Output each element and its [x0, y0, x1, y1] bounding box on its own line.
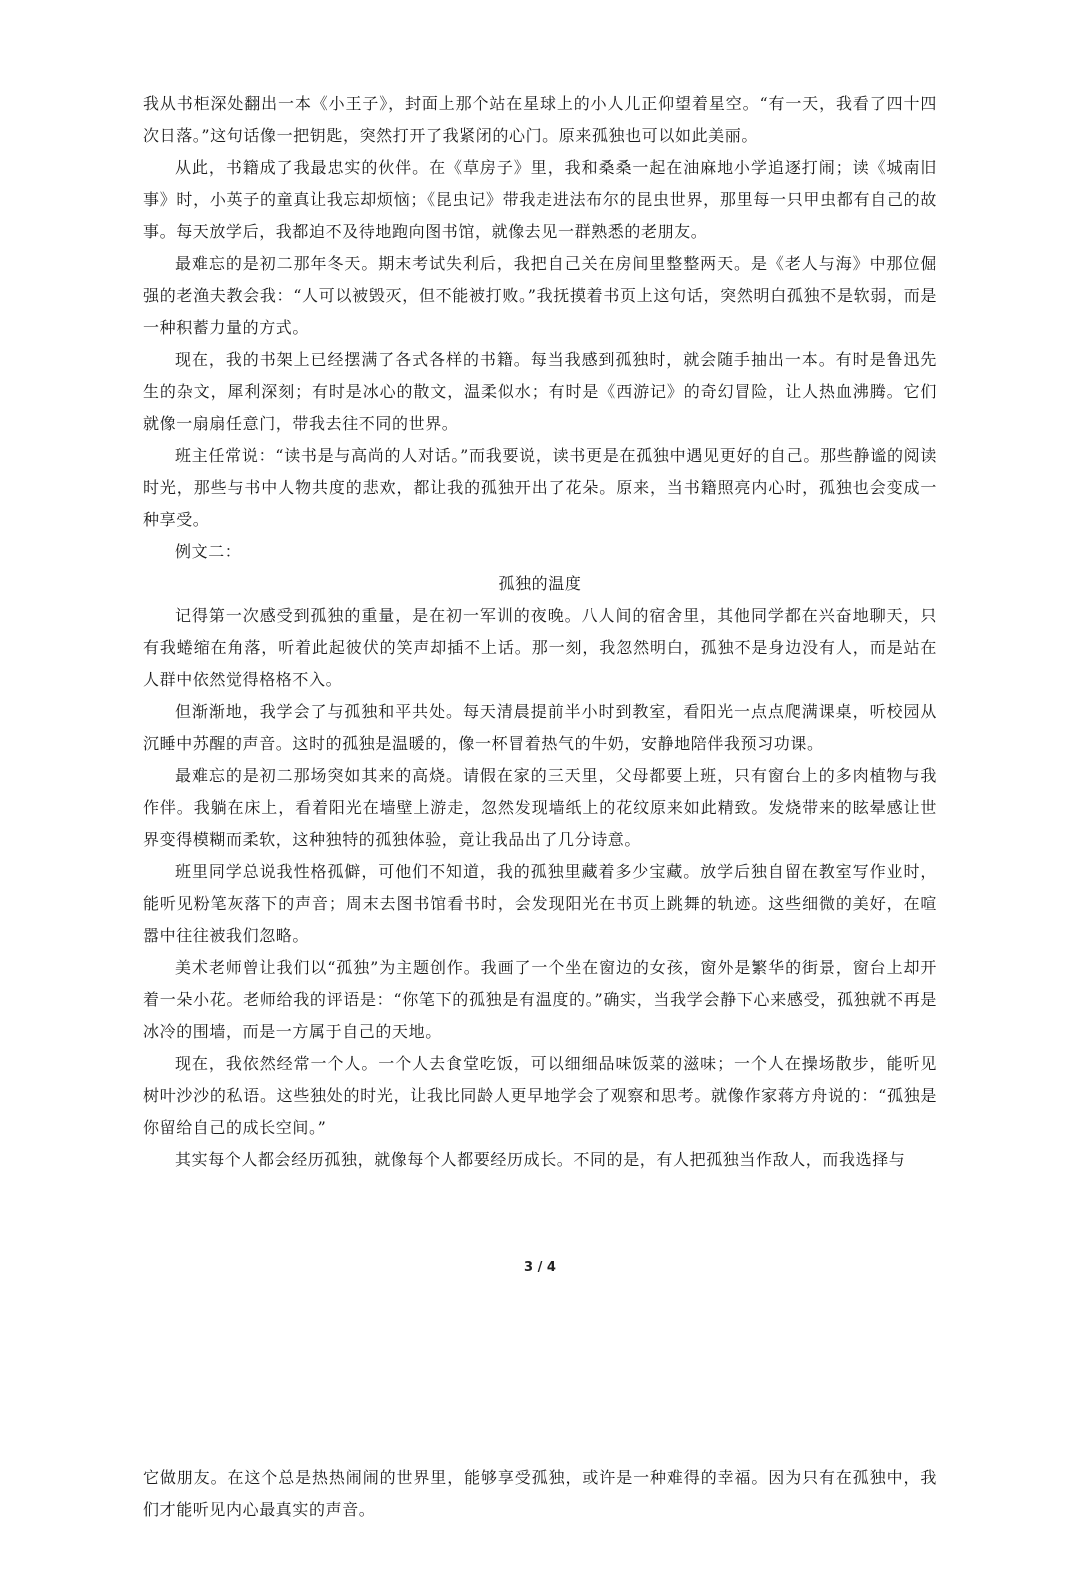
essay-paragraph-5: 美术老师曾让我们以“孤独”为主题创作。我画了一个坐在窗边的女孩，窗外是繁华的街景，窗台上却开着一朵小花。老师给我的评语是：“你笔下的孤独是有温度的。”确实，当我学会静下心来感受，孤独就不再是冰冷的围墙，而是一方属于自己的天地。	[143, 958, 937, 1041]
essay-paragraph-6: 现在，我依然经常一个人。一个人去食堂吃饭，可以细细品味饭菜的滋味；一个人在操场散步，能听见树叶沙沙的私语。这些独处的时光，让我比同龄人更早地学会了观察和思考。就像作家蒋方舟说的：“孤独是你留给自己的成长空间。”	[143, 1054, 937, 1137]
essay-paragraph-7: 其实每个人都会经历孤独，就像每个人都要经历成长。不同的是，有人把孤独当作敌人，而我选择与	[175, 1150, 906, 1169]
example-label: 例文二：	[175, 542, 242, 561]
essay-paragraph-2: 但渐渐地，我学会了与孤独和平共处。每天清晨提前半小时到教室，看阳光一点点爬满课桌，听校园从沉睡中苏醒的声音。这时的孤独是温暖的，像一杯冒着热气的牛奶，安静地陪伴我预习功课。	[143, 702, 937, 753]
essay-paragraph-3: 最难忘的是初二那场突如其来的高烧。请假在家的三天里，父母都要上班，只有窗台上的多肉植物与我作伴。我躺在床上，看着阳光在墙壁上游走，忽然发现墙纸上的花纹原来如此精致。发烧带来的眩晕感让世界变得模糊而柔软，这种独特的孤独体验，竟让我品出了几分诗意。	[143, 766, 937, 849]
page-bottom-text	[143, 1462, 937, 1526]
essay-paragraph-1: 记得第一次感受到孤独的重量，是在初一军训的夜晚。八人间的宿舍里，其他同学都在兴奋地聊天，只有我蜷缩在角落，听着此起彼伏的笑声却插不上话。那一刻，我忽然明白，孤独不是身边没有人，而是站在人群中依然觉得格格不入。	[143, 606, 937, 689]
paragraph-1: 我从书柜深处翻出一本《小王子》，封面上那个站在星球上的小人儿正仰望着星空。“有一天，我看了四十四次日落。”这句话像一把钥匙，突然打开了我紧闭的心门。原来孤独也可以如此美丽。	[143, 94, 937, 145]
essay-paragraph-4: 班里同学总说我性格孤僻，可他们不知道，我的孤独里藏着多少宝藏。放学后独自留在教室写作业时，能听见粉笔灰落下的声音；周末去图书馆看书时，会发现阳光在书页上跳舞的轨迹。这些细微的美好，在喧嚣中往往被我们忽略。	[143, 862, 937, 945]
page-top-text	[143, 88, 937, 1176]
essay-title: 孤独的温度	[498, 574, 582, 593]
paragraph-5: 班主任常说：“读书是与高尚的人对话。”而我要说，读书更是在孤独中遇见更好的自己。那些静谧的阅读时光，那些与书中人物共度的悲欢，都让我的孤独开出了花朵。原来，当书籍照亮内心时，孤独也会变成一种享受。	[143, 446, 937, 529]
paragraph-4: 现在，我的书架上已经摆满了各式各样的书籍。每当我感到孤独时，就会随手抽出一本。有时是鲁迅先生的杂文，犀利深刻；有时是冰心的散文，温柔似水；有时是《西游记》的奇幻冒险，让人热血沸腾。它们就像一扇扇任意门，带我去往不同的世界。	[143, 350, 937, 433]
continued-paragraph: 它做朋友。在这个总是热热闹闹的世界里，能够享受孤独，或许是一种难得的幸福。因为只有在孤独中，我们才能听见内心最真实的声音。	[143, 1468, 937, 1519]
paragraph-3: 最难忘的是初二那年冬天。期末考试失利后，我把自己关在房间里整整两天。是《老人与海》中那位倔强的老渔夫教会我：“人可以被毁灭，但不能被打败。”我抚摸着书页上这句话，突然明白孤独不是软弱，而是一种积蓄力量的方式。	[143, 254, 937, 337]
page-number: 3 / 4	[524, 1260, 556, 1275]
paragraph-2: 从此，书籍成了我最忠实的伙伴。在《草房子》里，我和桑桑一起在油麻地小学追逐打闹；读《城南旧事》时，小英子的童真让我忘却烦恼；《昆虫记》带我走进法布尔的昆虫世界，那里每一只甲虫都有自己的故事。每天放学后，我都迫不及待地跑向图书馆，就像去见一群熟悉的老朋友。	[143, 158, 937, 241]
